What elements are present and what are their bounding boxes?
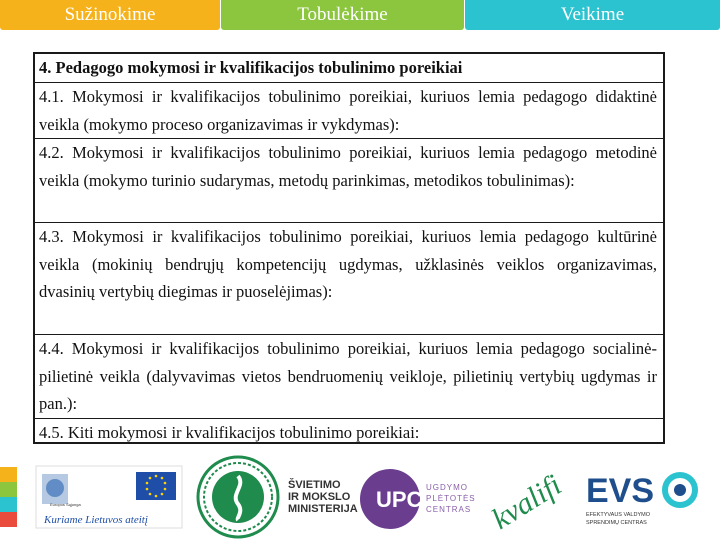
table-row: 4.4. Mokymosi ir kvalifikacijos tobulinimo poreikiai, kuriuos lemia pedagogo socialinė-pilietinė veikla (dalyvavimas vietos bendruomenių veikloje, pilietinių vertybių ugdymas ir pan.): [35,335,663,419]
svg-text:UGDYMO: UGDYMO [426,483,468,492]
kvalifi-logo: kvalifi [486,468,568,536]
tab-tobulekime[interactable]: Tobulėkime [221,0,464,30]
svg-text:IR MOKSLO: IR MOKSLO [288,491,351,503]
table-row: 4.2. Mokymosi ir kvalifikacijos tobulinimo poreikiai, kuriuos lemia pedagogo metodinė veikla (mokymo turinio sudarymas, metodų parinkimas, metodikos tobulinimas): [35,139,663,223]
svg-text:UPC: UPC [376,487,423,512]
eu-funds-logo [36,466,182,528]
svg-text:ŠVIETIMO: ŠVIETIMO [288,479,341,491]
evs-logo [578,458,712,534]
top-tabs [0,0,720,30]
svg-text:CENTRAS: CENTRAS [426,505,472,514]
upc-logo [360,469,476,529]
table-row: 4.1. Mokymosi ir kvalifikacijos tobulinimo poreikiai, kuriuos lemia pedagogo didaktinė veikla (mokymo proceso organizavimas ir vykdymas): [35,83,663,139]
needs-table [33,52,665,444]
svg-text:PLĖTOTĖS: PLĖTOTĖS [426,494,476,503]
eu-small-text: Europos Sąjunga [50,502,81,507]
svg-text:EVS: EVS [586,472,655,510]
table-row: 4.3. Mokymosi ir kvalifikacijos tobulinimo poreikiai, kuriuos lemia pedagogo kultūrinė veikla (mokinių bendrųjų kompetencijų ugdymas, užklasinės veiklos organizavimas, dvasinių vertybių diegimas ir puoselėjimas): [35,223,663,335]
eu-slogan: Kuriame Lietuvos ateitį [44,514,148,526]
svg-text:MINISTERIJA: MINISTERIJA [288,503,358,515]
tab-suzinokime[interactable]: Sužinokime [0,0,220,30]
table-heading: 4. Pedagogo mokymosi ir kvalifikacijos tobulinimo poreikiai [35,54,663,83]
ministry-emblem [198,457,278,537]
table-row: 4.5. Kiti mokymosi ir kvalifikacijos tobulinimo poreikiai: [39,423,420,442]
tab-veikime[interactable]: Veikime [465,0,720,30]
svg-text:SPRENDIMŲ CENTRAS: SPRENDIMŲ CENTRAS [586,520,647,526]
ministry-name [288,478,358,515]
footer-logos [0,452,720,540]
svg-text:EFEKTYVAUS VALDYMO: EFEKTYVAUS VALDYMO [586,512,650,518]
